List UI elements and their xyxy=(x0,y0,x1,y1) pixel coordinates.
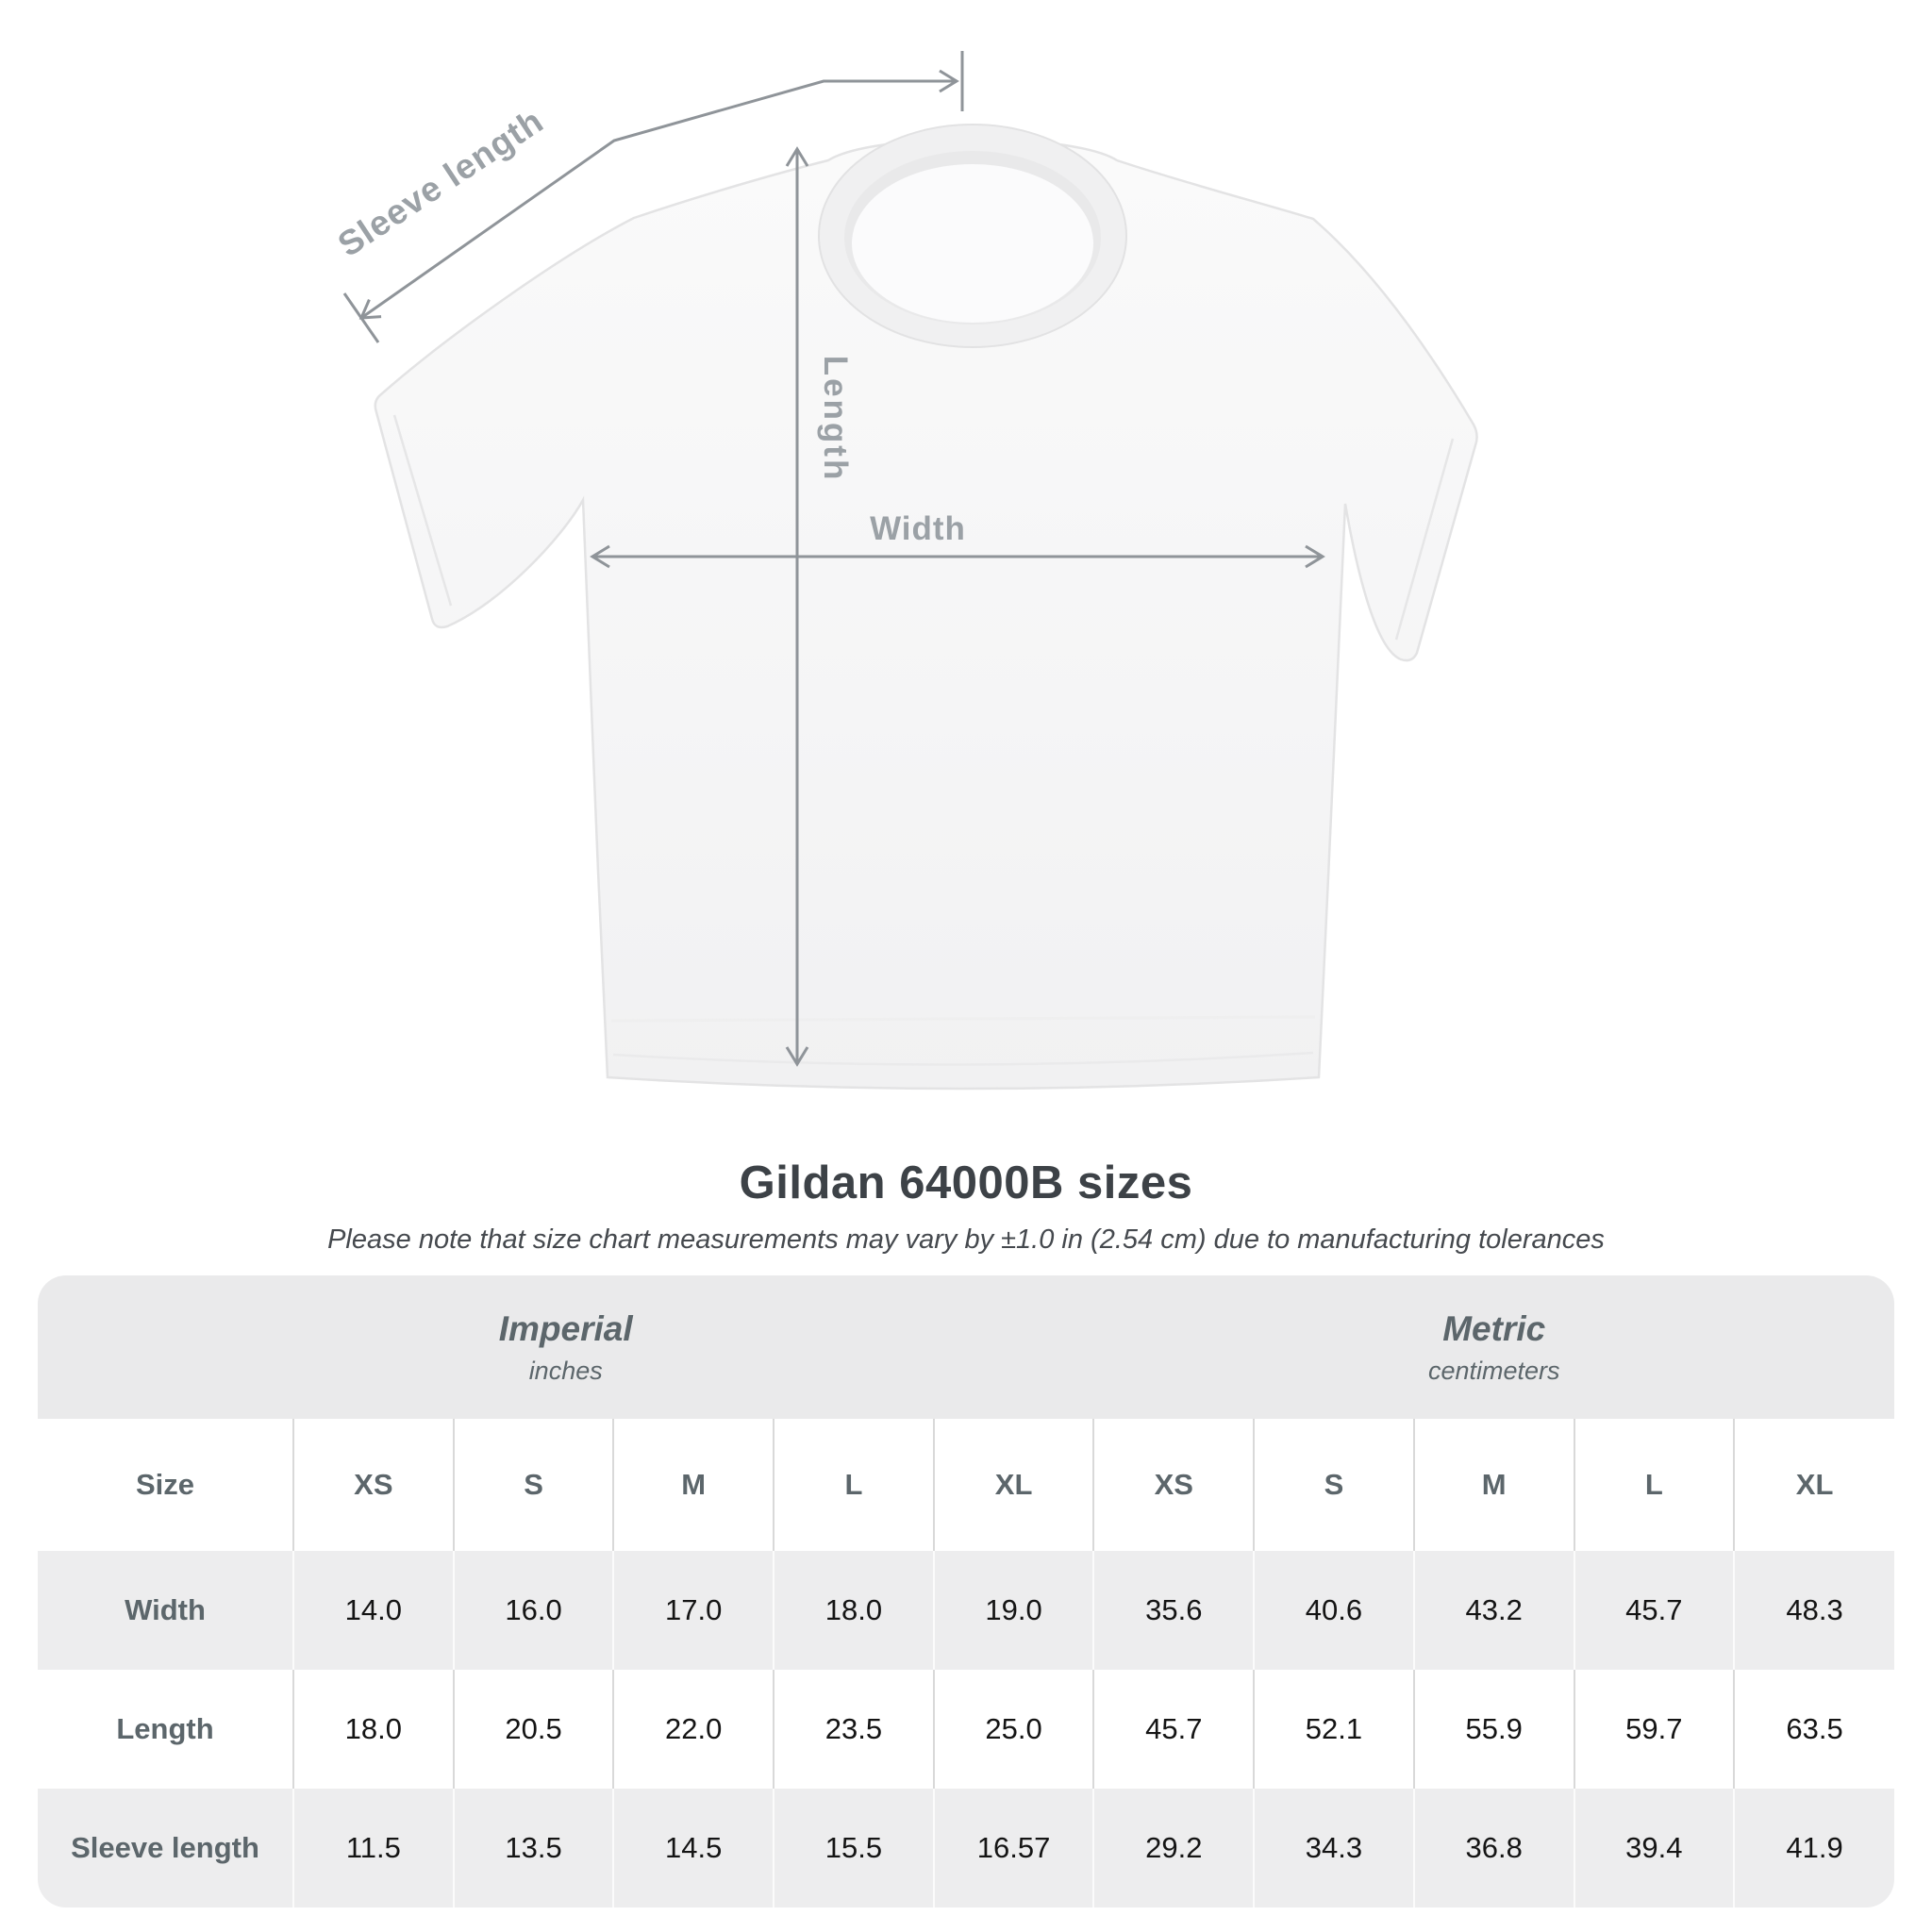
size-col-header: M xyxy=(1414,1419,1574,1551)
measurement-value: 35.6 xyxy=(1093,1551,1254,1670)
size-col-header: S xyxy=(454,1419,614,1551)
measurement-value: 41.9 xyxy=(1734,1789,1894,1907)
row-label: Length xyxy=(116,1712,214,1745)
measurement-value: 29.2 xyxy=(1093,1789,1254,1907)
measurement-value: 25.0 xyxy=(934,1670,1094,1789)
measurement-value: 59.7 xyxy=(1574,1670,1735,1789)
measurement-value: 48.3 xyxy=(1734,1551,1894,1670)
row-label: Width xyxy=(125,1593,206,1626)
size-table-grid xyxy=(38,1275,1894,1907)
unit-group-row xyxy=(38,1275,1894,1419)
sleeve-length-label: Sleeve length xyxy=(330,101,551,265)
measurement-value: 15.5 xyxy=(774,1789,934,1907)
measurement-value: 45.7 xyxy=(1574,1551,1735,1670)
measurement-value: 11.5 xyxy=(293,1789,454,1907)
measurement-value: 16.0 xyxy=(454,1551,614,1670)
measurement-value: 45.7 xyxy=(1093,1670,1254,1789)
size-col-header: XS xyxy=(293,1419,454,1551)
page-title: Gildan 64000B sizes xyxy=(739,1158,1193,1208)
metric-group-header xyxy=(1093,1275,1894,1419)
measurement-value: 52.1 xyxy=(1254,1670,1414,1789)
size-col-header: S xyxy=(1254,1419,1414,1551)
measurement-value: 36.8 xyxy=(1414,1789,1574,1907)
measurement-value: 22.0 xyxy=(613,1670,774,1789)
measurement-value: 39.4 xyxy=(1574,1789,1735,1907)
measurement-value: 43.2 xyxy=(1414,1551,1574,1670)
tshirt-neck-opening xyxy=(852,164,1093,323)
measurement-row xyxy=(38,1789,1894,1907)
size-col-header: L xyxy=(1574,1419,1735,1551)
length-label: Length xyxy=(817,355,854,483)
sleeve-length-tick xyxy=(344,293,378,342)
measurement-value: 18.0 xyxy=(293,1670,454,1789)
measurement-row xyxy=(38,1551,1894,1670)
size-col-header: M xyxy=(613,1419,774,1551)
measurement-value: 17.0 xyxy=(613,1551,774,1670)
row-label: Sleeve length xyxy=(71,1831,259,1864)
size-table xyxy=(38,1275,1894,1907)
measurement-value: 14.5 xyxy=(613,1789,774,1907)
imperial-unit: inches xyxy=(528,1356,603,1385)
measurement-value: 63.5 xyxy=(1734,1670,1894,1789)
measurement-value: 13.5 xyxy=(454,1789,614,1907)
size-col-header: L xyxy=(774,1419,934,1551)
measurement-value: 16.57 xyxy=(934,1789,1094,1907)
metric-unit: centimeters xyxy=(1427,1356,1560,1385)
size-column-header: Size xyxy=(38,1419,293,1551)
measurement-row xyxy=(38,1670,1894,1789)
measurement-value: 23.5 xyxy=(774,1670,934,1789)
heading-block xyxy=(0,1157,1932,1256)
tolerance-note: Please note that size chart measurements may vary by ±1.0 in (2.54 cm) due to manufacturing tolerances xyxy=(327,1224,1605,1255)
measurement-value: 19.0 xyxy=(934,1551,1094,1670)
measurement-value: 18.0 xyxy=(774,1551,934,1670)
measurement-value: 34.3 xyxy=(1254,1789,1414,1907)
imperial-label: Imperial xyxy=(498,1308,633,1348)
measurement-value: 55.9 xyxy=(1414,1670,1574,1789)
width-label: Width xyxy=(870,510,966,547)
imperial-group-header xyxy=(38,1275,1093,1419)
size-col-header: XL xyxy=(934,1419,1094,1551)
measurement-value: 14.0 xyxy=(293,1551,454,1670)
size-header-row xyxy=(38,1419,1894,1551)
measurements-body xyxy=(38,1551,1894,1907)
size-col-header: XL xyxy=(1734,1419,1894,1551)
measurement-value: 40.6 xyxy=(1254,1551,1414,1670)
measurement-value: 20.5 xyxy=(454,1670,614,1789)
size-col-header: XS xyxy=(1093,1419,1254,1551)
metric-label: Metric xyxy=(1442,1308,1546,1348)
